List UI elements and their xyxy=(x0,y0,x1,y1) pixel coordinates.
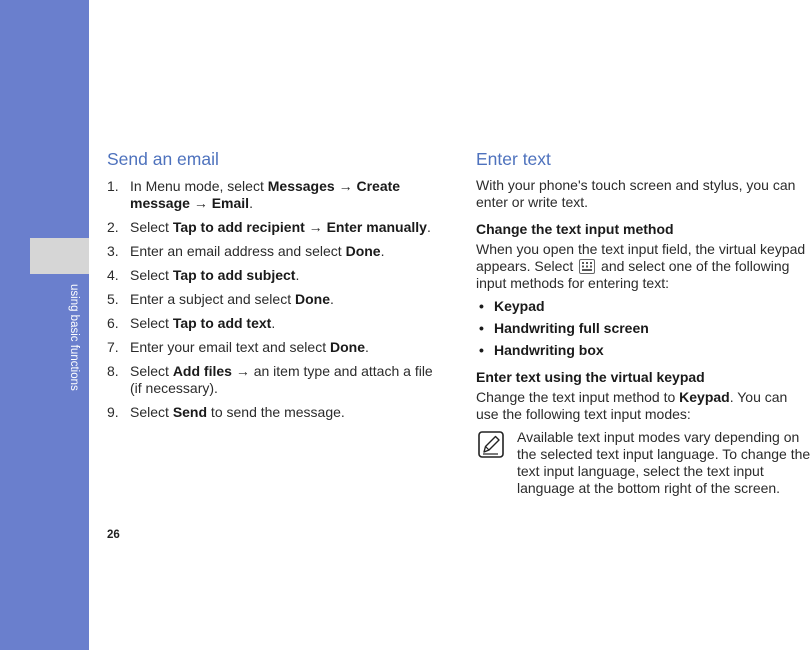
step-menu-label: Email xyxy=(211,195,250,211)
step-number: 4. xyxy=(107,267,119,283)
step-text: . xyxy=(271,315,276,331)
bullet: • xyxy=(479,320,484,336)
step-number: 1. xyxy=(107,178,119,194)
pencil-note-icon xyxy=(478,431,504,458)
step-text: → xyxy=(334,178,357,194)
bullet: • xyxy=(479,298,484,314)
step-text: Select xyxy=(130,219,173,235)
keypad-paragraph-start: When you open the text input field, the virtual keypad appears. Select xyxy=(476,241,806,274)
step-menu-label: Messages xyxy=(267,178,335,194)
step-text: to send the message. xyxy=(207,404,345,420)
input-methods-list xyxy=(476,298,811,359)
step-menu-label: Done xyxy=(295,291,330,307)
step-text: Enter a subject and select xyxy=(130,291,295,307)
step-number: 9. xyxy=(107,404,119,420)
sidebar-tab xyxy=(30,238,89,274)
step-item xyxy=(107,404,447,421)
note-text: Available text input modes vary depending on the selected text input language. To change the text input language, select the text input language at the bottom right of the screen. xyxy=(517,429,811,496)
step-item xyxy=(107,363,447,397)
step-menu-label: Create message xyxy=(130,178,401,211)
left-column xyxy=(107,149,447,428)
sidebar xyxy=(0,0,89,650)
keypad-paragraph xyxy=(476,241,811,292)
step-menu-label: Send xyxy=(172,404,208,420)
change-method-subheading: Change the text input method xyxy=(476,221,674,237)
keypad-paragraph-end: and select one of the following input methods for entering text: xyxy=(476,258,790,291)
step-text: . xyxy=(380,243,385,259)
step-text: Select xyxy=(130,315,173,331)
step-text: Select xyxy=(130,363,173,379)
step-menu-label: Add files xyxy=(172,363,232,379)
step-menu-label: Tap to add subject xyxy=(172,267,296,283)
step-menu-label: Enter manually xyxy=(326,219,427,235)
input-method-item xyxy=(476,342,811,359)
input-method-label: Handwriting box xyxy=(494,342,604,358)
step-text: . xyxy=(249,195,253,211)
step-text: In Menu mode, select xyxy=(130,178,268,194)
step-menu-label: Done xyxy=(345,243,381,259)
step-item xyxy=(107,267,447,284)
step-item xyxy=(107,291,447,308)
step-item xyxy=(107,243,447,260)
input-method-item xyxy=(476,298,811,315)
step-menu-label: Tap to add text xyxy=(172,315,272,331)
step-number: 6. xyxy=(107,315,119,331)
input-method-label: Keypad xyxy=(494,298,545,314)
step-menu-label: Done xyxy=(330,339,365,355)
step-text: Enter an email address and select xyxy=(130,243,346,259)
input-method-item xyxy=(476,320,811,337)
enter-text-heading: Enter text xyxy=(476,149,551,169)
step-text: . xyxy=(330,291,334,307)
intro-paragraph: With your phone's touch screen and stylus, you can enter or write text. xyxy=(476,177,796,210)
keypad-mode-start: Change the text input method to xyxy=(476,389,680,405)
step-text: → xyxy=(189,195,212,211)
page-number: 26 xyxy=(107,529,120,541)
step-item xyxy=(107,315,447,332)
step-text: Select xyxy=(130,267,173,283)
step-text: Select xyxy=(130,404,173,420)
step-number: 2. xyxy=(107,219,119,235)
step-number: 5. xyxy=(107,291,119,307)
keypad-mode-bold: Keypad xyxy=(679,389,730,405)
keypad-menu-icon xyxy=(579,259,595,274)
note-box xyxy=(476,429,811,497)
section-label: using basic functions xyxy=(68,284,80,391)
step-number: 3. xyxy=(107,243,119,259)
bullet: • xyxy=(479,342,484,358)
keypad-mode-end: . You can use the following text input modes: xyxy=(476,389,788,422)
step-text: → xyxy=(304,219,327,235)
step-menu-label: Tap to add recipient xyxy=(172,219,305,235)
step-item xyxy=(107,339,447,356)
input-method-label: Handwriting full screen xyxy=(494,320,649,336)
keypad-mode-paragraph xyxy=(476,389,811,423)
right-column xyxy=(476,149,811,497)
steps-list xyxy=(107,178,447,421)
step-text: . xyxy=(365,339,369,355)
step-text: → an item type and attach a file (if necessary). xyxy=(130,363,433,396)
step-number: 7. xyxy=(107,339,119,355)
step-text: . xyxy=(426,219,431,235)
step-number: 8. xyxy=(107,363,119,379)
virtual-keypad-subheading: Enter text using the virtual keypad xyxy=(476,369,705,385)
step-item xyxy=(107,219,447,236)
step-text: . xyxy=(295,267,300,283)
send-email-heading: Send an email xyxy=(107,149,219,169)
step-item xyxy=(107,178,447,212)
step-text: Enter your email text and select xyxy=(130,339,330,355)
